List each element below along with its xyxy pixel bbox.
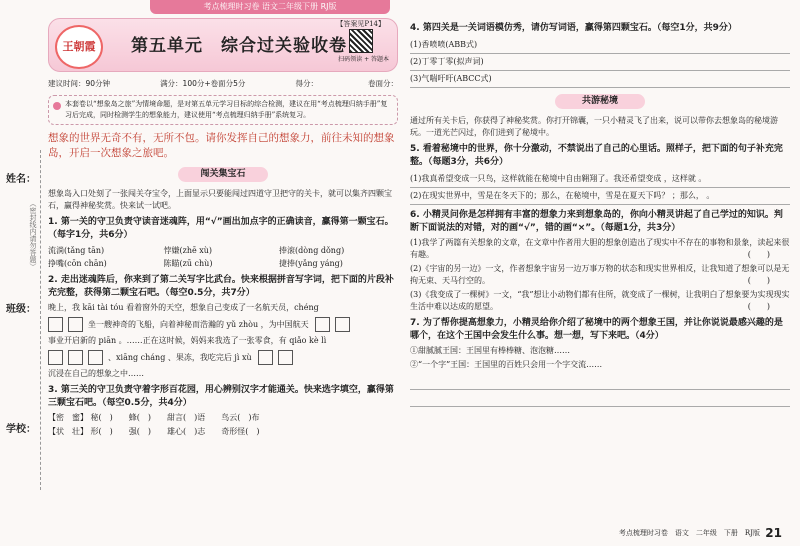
q7-item: ①甜腻腻王国：王国里有棒棒糖、泡泡糖…… xyxy=(410,346,570,355)
answer-box[interactable] xyxy=(68,317,83,332)
binding-line xyxy=(40,150,41,490)
q2-line-2 xyxy=(48,317,398,332)
answer-box[interactable] xyxy=(48,317,63,332)
logo: 王朝霞 xyxy=(55,25,103,69)
q1-item[interactable]: 挣嘴(cōn chān) xyxy=(48,259,107,268)
answer-paren[interactable]: ( ) xyxy=(747,276,770,285)
q7: 7. 为了帮你提高想象力，小精灵给你介绍了秘境中的两个想象王国，并让你说说最感兴趣的是哪个，在这个王国中会发生什么事。想一想，写下来吧。（4分） xyxy=(410,318,783,341)
q2: 2. 走出迷魂阵后，你来到了第二关写字比武台。快来根据拼音写字词，把下面的片段补充完整，获得第二颗宝石吧。（每空0.5分，共7分） xyxy=(48,275,394,298)
paper-score: 卷面分： xyxy=(367,79,398,88)
q3: 3. 第三关的守卫负责守着字形百花园，用心辨别汉字才能通关。快来选字填空，赢得第三颗宝石吧。（每空0.5分，共4分） xyxy=(48,385,394,408)
right-column xyxy=(410,18,790,407)
q2-text: 、xiāng cháng 、果冻，我吃完后 jì xù xyxy=(108,353,252,362)
q3-row-1[interactable]: 【密 蜜】 秘( ) 蜂( ) 甜言( )语 鸟云( )布 xyxy=(48,413,260,422)
q7-item: ②“一个字”王国：王国里的百姓只会用一个字交流…… xyxy=(410,360,603,369)
q6-item xyxy=(410,237,790,261)
qr-caption: 扫码领读 + 答题本 xyxy=(338,56,389,63)
score-total: 满分：100分+卷面分5分 xyxy=(160,79,246,88)
q6-text: (1)我学了两篇有关想象的文章，在文章中作者用大胆的想象创造出了现实中不存在的事物和景象，读起来很有趣。 xyxy=(410,238,790,259)
answer-box[interactable] xyxy=(335,317,350,332)
write-line[interactable] xyxy=(410,373,790,390)
section-1-text: 想象岛入口处刻了一张闯关夺宝令，上面显示只要能闯过四道守卫把守的关卡，就可以集齐四颗宝石，赢得神秘奖赏。快来试一试吧。 xyxy=(48,189,392,210)
section-2-title: 共游秘境 xyxy=(555,94,645,109)
q6: 6. 小精灵问你是怎样拥有丰富的想象力来到想象岛的，你向小精灵讲起了自己学过的知识。判断下面说法的对错，对的画“√”，错的画“×”。（每题1分，共3分） xyxy=(410,210,783,233)
q4-item[interactable]: (1)香喷喷(ABB式) xyxy=(410,37,790,54)
answer-box[interactable] xyxy=(88,350,103,365)
q5: 5. 看着秘境中的世界，你十分激动，不禁说出了自己的心里话。照样子，把下面的句子补充完整。（每题3分，共6分） xyxy=(410,144,783,167)
answer-ref: 【答案见P14】 xyxy=(336,20,385,28)
intro: 想象的世界无奇不有，无所不包。请你发挥自己的想象力，前往未知的想象岛，开启一次想象之旅吧。 xyxy=(48,132,395,159)
qr-code-icon[interactable] xyxy=(349,29,373,53)
answer-paren[interactable]: ( ) xyxy=(747,250,770,259)
footer: 考点梳理时习卷 语文 二年级 下册 RJ版 xyxy=(618,529,760,537)
q2-line-3: 事业开启新的 piān 。……正在这时候，妈妈来我选了一张零食，有 qiǎo kè lì xyxy=(48,336,327,345)
write-line[interactable] xyxy=(410,390,790,407)
answer-box[interactable] xyxy=(278,350,293,365)
class-label: 班级： xyxy=(6,304,36,315)
q4-item[interactable]: (3)气喘吁吁(ABCC式) xyxy=(410,71,790,88)
section-2-text: 通过所有关卡后，你获得了神秘奖赏。你打开锦囊，一只小精灵飞了出来，说可以带你去想象岛的秘境游玩。一道光芒闪过，你们进到了秘境中。 xyxy=(410,116,778,137)
binding-note: （密封线内请勿答题） xyxy=(29,200,37,270)
q4-item[interactable]: (2)丁零丁零(拟声词) xyxy=(410,54,790,71)
q6-text: (3)《我变成了一棵树》一文，“我”想让小动物们都有住所，就变成了一棵树，让我明白了想象要为实现现实生活中难以达成的愿望。 xyxy=(410,290,790,311)
top-banner: 考点梳理时习卷 语文二年级下册 RJ版 xyxy=(150,0,390,14)
section-1-title: 闯关集宝石 xyxy=(178,167,268,182)
score: 得分： xyxy=(295,79,318,88)
answer-box[interactable] xyxy=(48,350,63,365)
q3-row-2[interactable]: 【状 壮】 形( ) 强( ) 雄心( )志 奇形怪( ) xyxy=(48,427,260,436)
exam-header xyxy=(48,18,398,72)
answer-paren[interactable]: ( ) xyxy=(747,302,770,311)
q2-line-5: 沉浸在自己的想象之中…… xyxy=(48,369,144,378)
q6-text: (2)《宇宙的另一边》一文，作者想象宇宙另一边万事万物的状态和现实世界相反，让我知道了想象可以是无拘无束、天马行空的。 xyxy=(410,264,790,285)
answer-box[interactable] xyxy=(258,350,273,365)
q2-line-1: 晚上，我 kāi tài tóu 看着窗外的天空，想象自己变成了一名航天员，chéng xyxy=(48,303,319,312)
q2-text: 坐一艘神奇的飞船，向着神秘而浩瀚的 yǔ zhòu ，为中国航天 xyxy=(88,320,309,329)
q2-line-4 xyxy=(48,350,398,365)
time: 建议时间：90分钟 xyxy=(48,79,111,88)
left-column xyxy=(48,18,398,440)
q1-item[interactable]: 悖嫌(zhē xù) xyxy=(163,246,213,255)
page-number: 21 xyxy=(765,526,782,540)
q6-item xyxy=(410,263,790,287)
q1-item[interactable]: 捷捧(yǎng yáng) xyxy=(279,259,343,268)
q1-item[interactable]: 陈瞄(zū chù) xyxy=(163,259,213,268)
q4: 4. 第四关是一关词语模仿秀，请仿写词语，赢得第四颗宝石。（每空1分，共9分） xyxy=(410,23,737,33)
answer-box[interactable] xyxy=(68,350,83,365)
page-title: 第五单元 综合过关验收卷 xyxy=(131,36,347,56)
school-label: 学校： xyxy=(6,424,36,435)
q1-item[interactable]: 捧滚(dòng dǒng) xyxy=(279,246,345,255)
q6-item xyxy=(410,289,790,313)
meta-row xyxy=(48,78,398,89)
q5-item[interactable]: (1)我真希望变成一只鸟，这样就能在秘境中自由翱翔了。我还希望变成 ，这样就 。 xyxy=(410,171,790,188)
answer-box[interactable] xyxy=(315,317,330,332)
q1-items xyxy=(48,244,398,270)
name-label: 姓名： xyxy=(6,174,36,185)
q5-item[interactable]: (2)在现实世界中，雪是在冬天下的；那么，在秘境中，雪是在夏天下吗？ ；那么， 。 xyxy=(410,188,790,205)
q1-item[interactable]: 流淌(tǎng tān) xyxy=(48,246,105,255)
q1: 1. 第一关的守卫负责守读音迷魂阵，用“√”画出加点字的正确读音，赢得第一颗宝石。（每字1分，共6分） xyxy=(48,217,394,240)
hint-box: 本套卷以“想象岛之旅”为情境命题，是对第五单元学习目标的综合检测，建议在用“考点梳理归纳手册”复习后完成，同时检测学生的想象能力，建议使用“考点梳理归纳手册”系统复习。 xyxy=(48,95,398,125)
